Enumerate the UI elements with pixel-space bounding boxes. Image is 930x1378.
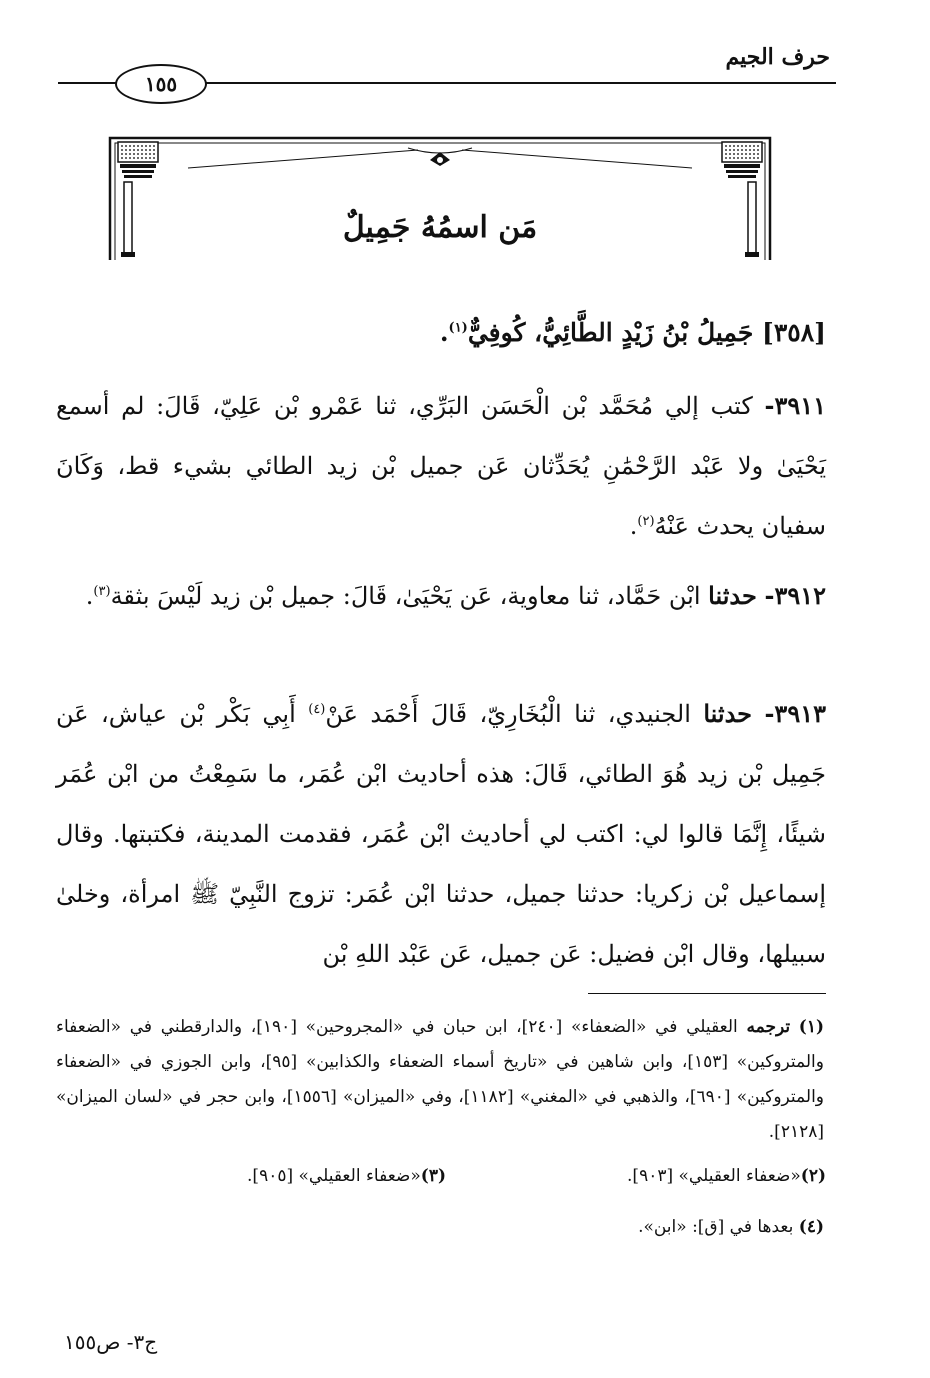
footnote-number: (٤) bbox=[798, 1217, 824, 1237]
page-reference: ج٣- ص١٥٥ bbox=[64, 1330, 158, 1354]
footnote-2 bbox=[627, 1166, 826, 1186]
chapter-title: مَن اسمُهُ جَمِيلٌ bbox=[342, 210, 538, 245]
footnote-text: «ضعفاء العقيلي» [٩٠٣]. bbox=[627, 1166, 801, 1186]
footnote-marker: (٢) bbox=[637, 514, 655, 529]
hadith-paragraph bbox=[56, 684, 826, 984]
footnote-number: (٣) bbox=[420, 1166, 446, 1186]
hadith-paragraph bbox=[56, 566, 826, 626]
hadith-text: الجنيدي، ثنا الْبُخَارِيّ، قَالَ أَحْمَد عَنْ bbox=[325, 700, 691, 728]
page-number-badge bbox=[115, 64, 207, 104]
hadith-number: ٣٩١١- bbox=[764, 391, 826, 420]
footnote-marker: (٤) bbox=[308, 702, 326, 717]
footnote-1 bbox=[56, 1010, 824, 1150]
entry-heading bbox=[440, 318, 826, 347]
footnote-text: «ضعفاء العقيلي» [٩٠٥]. bbox=[247, 1166, 421, 1186]
hadith-text-end: . bbox=[629, 512, 638, 540]
hadith-text: كتب إلي مُحَمَّد بْن الْحَسَن البَرِّي، ثنا عَمْرو بْن عَلِيّ، قَالَ: لم أسمع يَحْيَىٰ ولا عَبْد الرَّحْمَٰنِ يُحَدِّثان عَن جميل بْن زيد الطائي بشيء قط، وَكَانَ سفيان يحدث عَنْهُ bbox=[56, 392, 826, 540]
footnote-separator bbox=[588, 993, 826, 994]
footnote-marker: (١) bbox=[448, 320, 468, 336]
hadith-opener: حدثنا bbox=[703, 699, 752, 728]
hadith-number: ٣٩١٣- bbox=[764, 699, 826, 728]
page-number: ١٥٥ bbox=[144, 72, 178, 96]
footnote-number: (٢) bbox=[800, 1166, 826, 1186]
hadith-text: ابْن حَمَّاد، ثنا معاوية، عَن يَحْيَىٰ، قَالَ: جميل بْن زيد لَيْسَ بثقة bbox=[110, 582, 701, 610]
footnote-3 bbox=[247, 1166, 446, 1186]
hadith-text-continued: أَبِي بَكْر بْن عياش، عَن جَمِيل بْن زيد هُوَ الطائي، قَالَ: هذه أحاديث ابْن عُمَر، ما سَمِعْتُ من ابْن عُمَر شيئًا، إِنَّمَا قالوا لي: اكتب لي أحاديث ابْن عُمَر، فقدمت المدينة، فكتبتها. وقال إسماعيل بْن زكريا: حدثنا جميل، حدثنا ابْن عُمَر: تزوج النَّبِيّ ﷺ امرأة، وخلىٰ سبيلها، وقال ابْن فضيل: عَن جميل، عَن عَبْد اللهِ بْن bbox=[56, 700, 826, 968]
entry-heading-end: . bbox=[439, 318, 449, 347]
hadith-paragraph bbox=[56, 376, 826, 556]
running-head: حرف الجيم bbox=[725, 44, 830, 70]
footnote-number: (١) bbox=[798, 1017, 825, 1037]
hadith-number: ٣٩١٢- bbox=[764, 581, 826, 610]
footnote-text: العقيلي في «الضعفاء» [٢٤٠]، ابن حبان في «المجروحين» [١٩٠]، والدارقطني في «الضعفاء والمتروكين» [١٥٣]، وابن شاهين في «تاريخ أسماء الضعفاء والكذابين» [٩٥]، وابن الجوزي في «الضعفاء والمتروكين» [٦٩٠]، والذهبي في «المغني» [١١٨٢]، وفي «الميزان» [١٥٥٦]، وابن حجر في «لسان الميزان» [٢١٢٨]. bbox=[56, 1017, 824, 1142]
footnote-text: بعدها في [ق]: «ابن». bbox=[638, 1217, 794, 1237]
footnote-4 bbox=[56, 1210, 824, 1245]
footnote-lead: ترجمه bbox=[746, 1017, 791, 1037]
entry-heading-text: [٣٥٨] جَمِيلُ بْنُ زَيْدٍ الطَّائِيُّ، كُوفِيٌّ bbox=[467, 318, 826, 347]
footnote-marker: (٣) bbox=[93, 584, 111, 599]
hadith-opener: حدثنا bbox=[708, 581, 757, 610]
hadith-text-end: . bbox=[85, 582, 94, 610]
